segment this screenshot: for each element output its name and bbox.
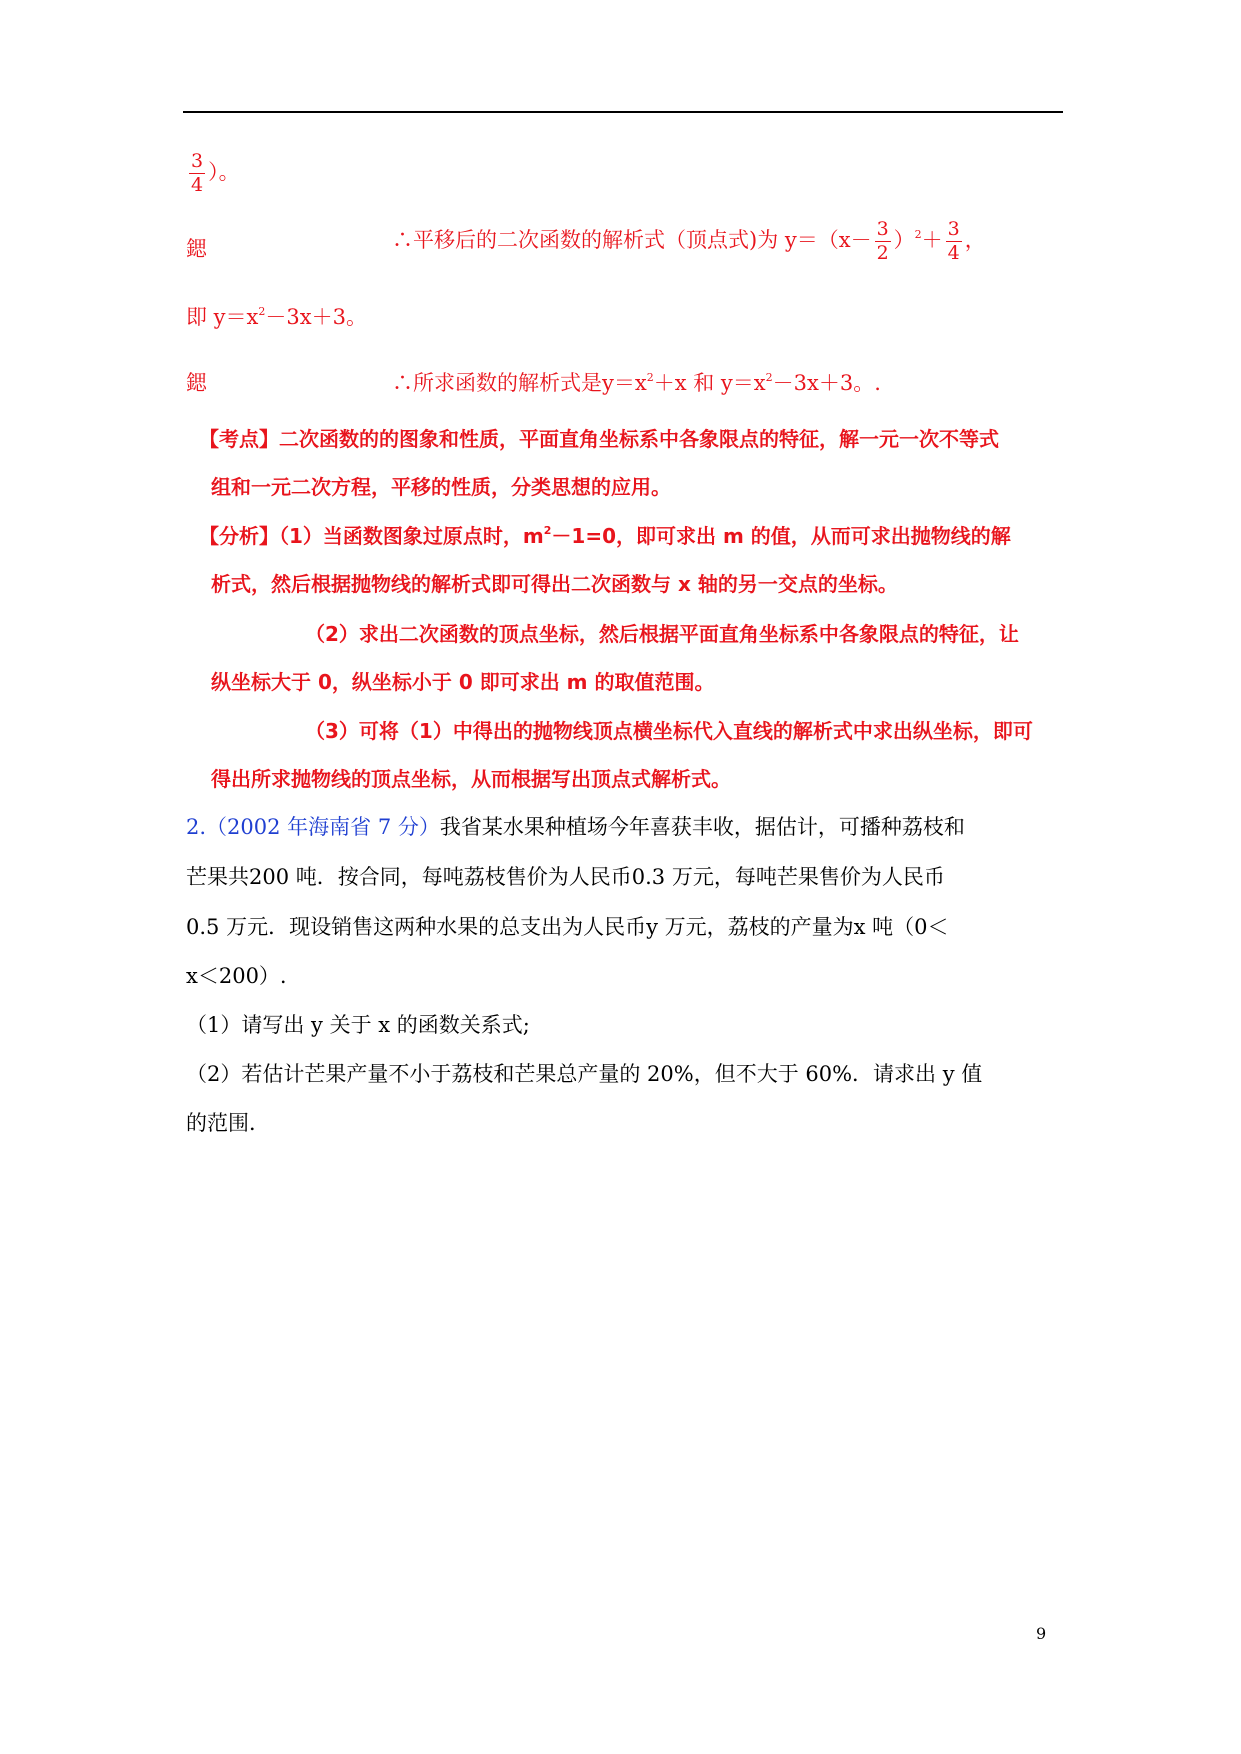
fenxi-line-4: 纵坐标大于 0，纵坐标小于 0 即可求出 m 的取值范围。 bbox=[211, 670, 715, 694]
question-1: （1）请写出 y 关于 x 的函数关系式; bbox=[186, 1013, 530, 1037]
fraction: $\frac{3}{4}$ bbox=[191, 150, 204, 196]
fraction: $\frac{3}{2}$ bbox=[876, 218, 889, 264]
problem-2-line-3: 0.5 万元．现设销售这两种水果的总支出为人民币y 万元，荔枝的产量为x 吨（0＜ bbox=[186, 915, 949, 939]
fenxi-line-6: 得出所求抛物线的顶点坐标，从而根据写出顶点式解析式。 bbox=[211, 767, 731, 791]
kaodian-label: 【考点】 bbox=[199, 427, 279, 451]
solution-line-4: ∴所求函数的解析式是$y=x^2+x$ 和 $y=x^2-3x+3$。. bbox=[392, 371, 881, 395]
solution-line-1: $\frac{3}{4}$ ）。 bbox=[191, 150, 240, 196]
solution-line-2: ∴平移后的二次函数的解析式（顶点式)为 y＝（x－ $\frac{3}{2}$ ）$^2$＋ $\frac{3}{4}$ ， bbox=[392, 218, 986, 264]
fenxi-line-1: 【分析】（1）当函数图象过原点时，$m^2-1=0$，即可求出 m 的值，从而可求出抛物线的解 bbox=[199, 524, 1011, 548]
problem-2-line-4: x＜200）. bbox=[186, 964, 287, 988]
problem-source: 2.（2002 年海南省 7 分） bbox=[186, 815, 440, 839]
fenxi-line-3: （2）求出二次函数的顶点坐标，然后根据平面直角坐标系中各象限点的特征，让 bbox=[305, 622, 1019, 646]
problem-2-line-2: 芒果共200 吨．按合同，每吨荔枝售价为人民币0.3 万元，每吨芒果售价为人民币 bbox=[186, 865, 945, 889]
page-number: 9 bbox=[1036, 1624, 1047, 1643]
glyph-marker: 鍶 bbox=[186, 371, 207, 395]
header-rule bbox=[183, 111, 1063, 113]
kaodian-line-2: 组和一元二次方程，平移的性质，分类思想的应用。 bbox=[211, 475, 671, 499]
problem-2-line-1: 2.（2002 年海南省 7 分）我省某水果种植场今年喜获丰收，据估计，可播种荔枝和 bbox=[186, 815, 965, 839]
solution-line-3: 即 $y=x^2-3x+3$。 bbox=[186, 305, 367, 329]
kaodian-line-1: 【考点】二次函数的的图象和性质，平面直角坐标系中各象限点的特征，解一元一次不等式 bbox=[199, 427, 999, 451]
question-2-line-2: 的范围． bbox=[186, 1111, 270, 1135]
fraction: $\frac{3}{4}$ bbox=[947, 218, 960, 264]
fenxi-label: 【分析】 bbox=[199, 524, 279, 548]
fenxi-line-5: （3）可将（1）中得出的抛物线顶点横坐标代入直线的解析式中求出纵坐标，即可 bbox=[305, 719, 1033, 743]
fenxi-line-2: 析式，然后根据抛物线的解析式即可得出二次函数与 x 轴的另一交点的坐标。 bbox=[211, 572, 898, 596]
glyph-marker: 鍶 bbox=[186, 237, 207, 261]
question-2-line-1: （2）若估计芒果产量不小于荔枝和芒果总产量的 20%，但不大于 60%．请求出 y 值 bbox=[186, 1062, 983, 1086]
